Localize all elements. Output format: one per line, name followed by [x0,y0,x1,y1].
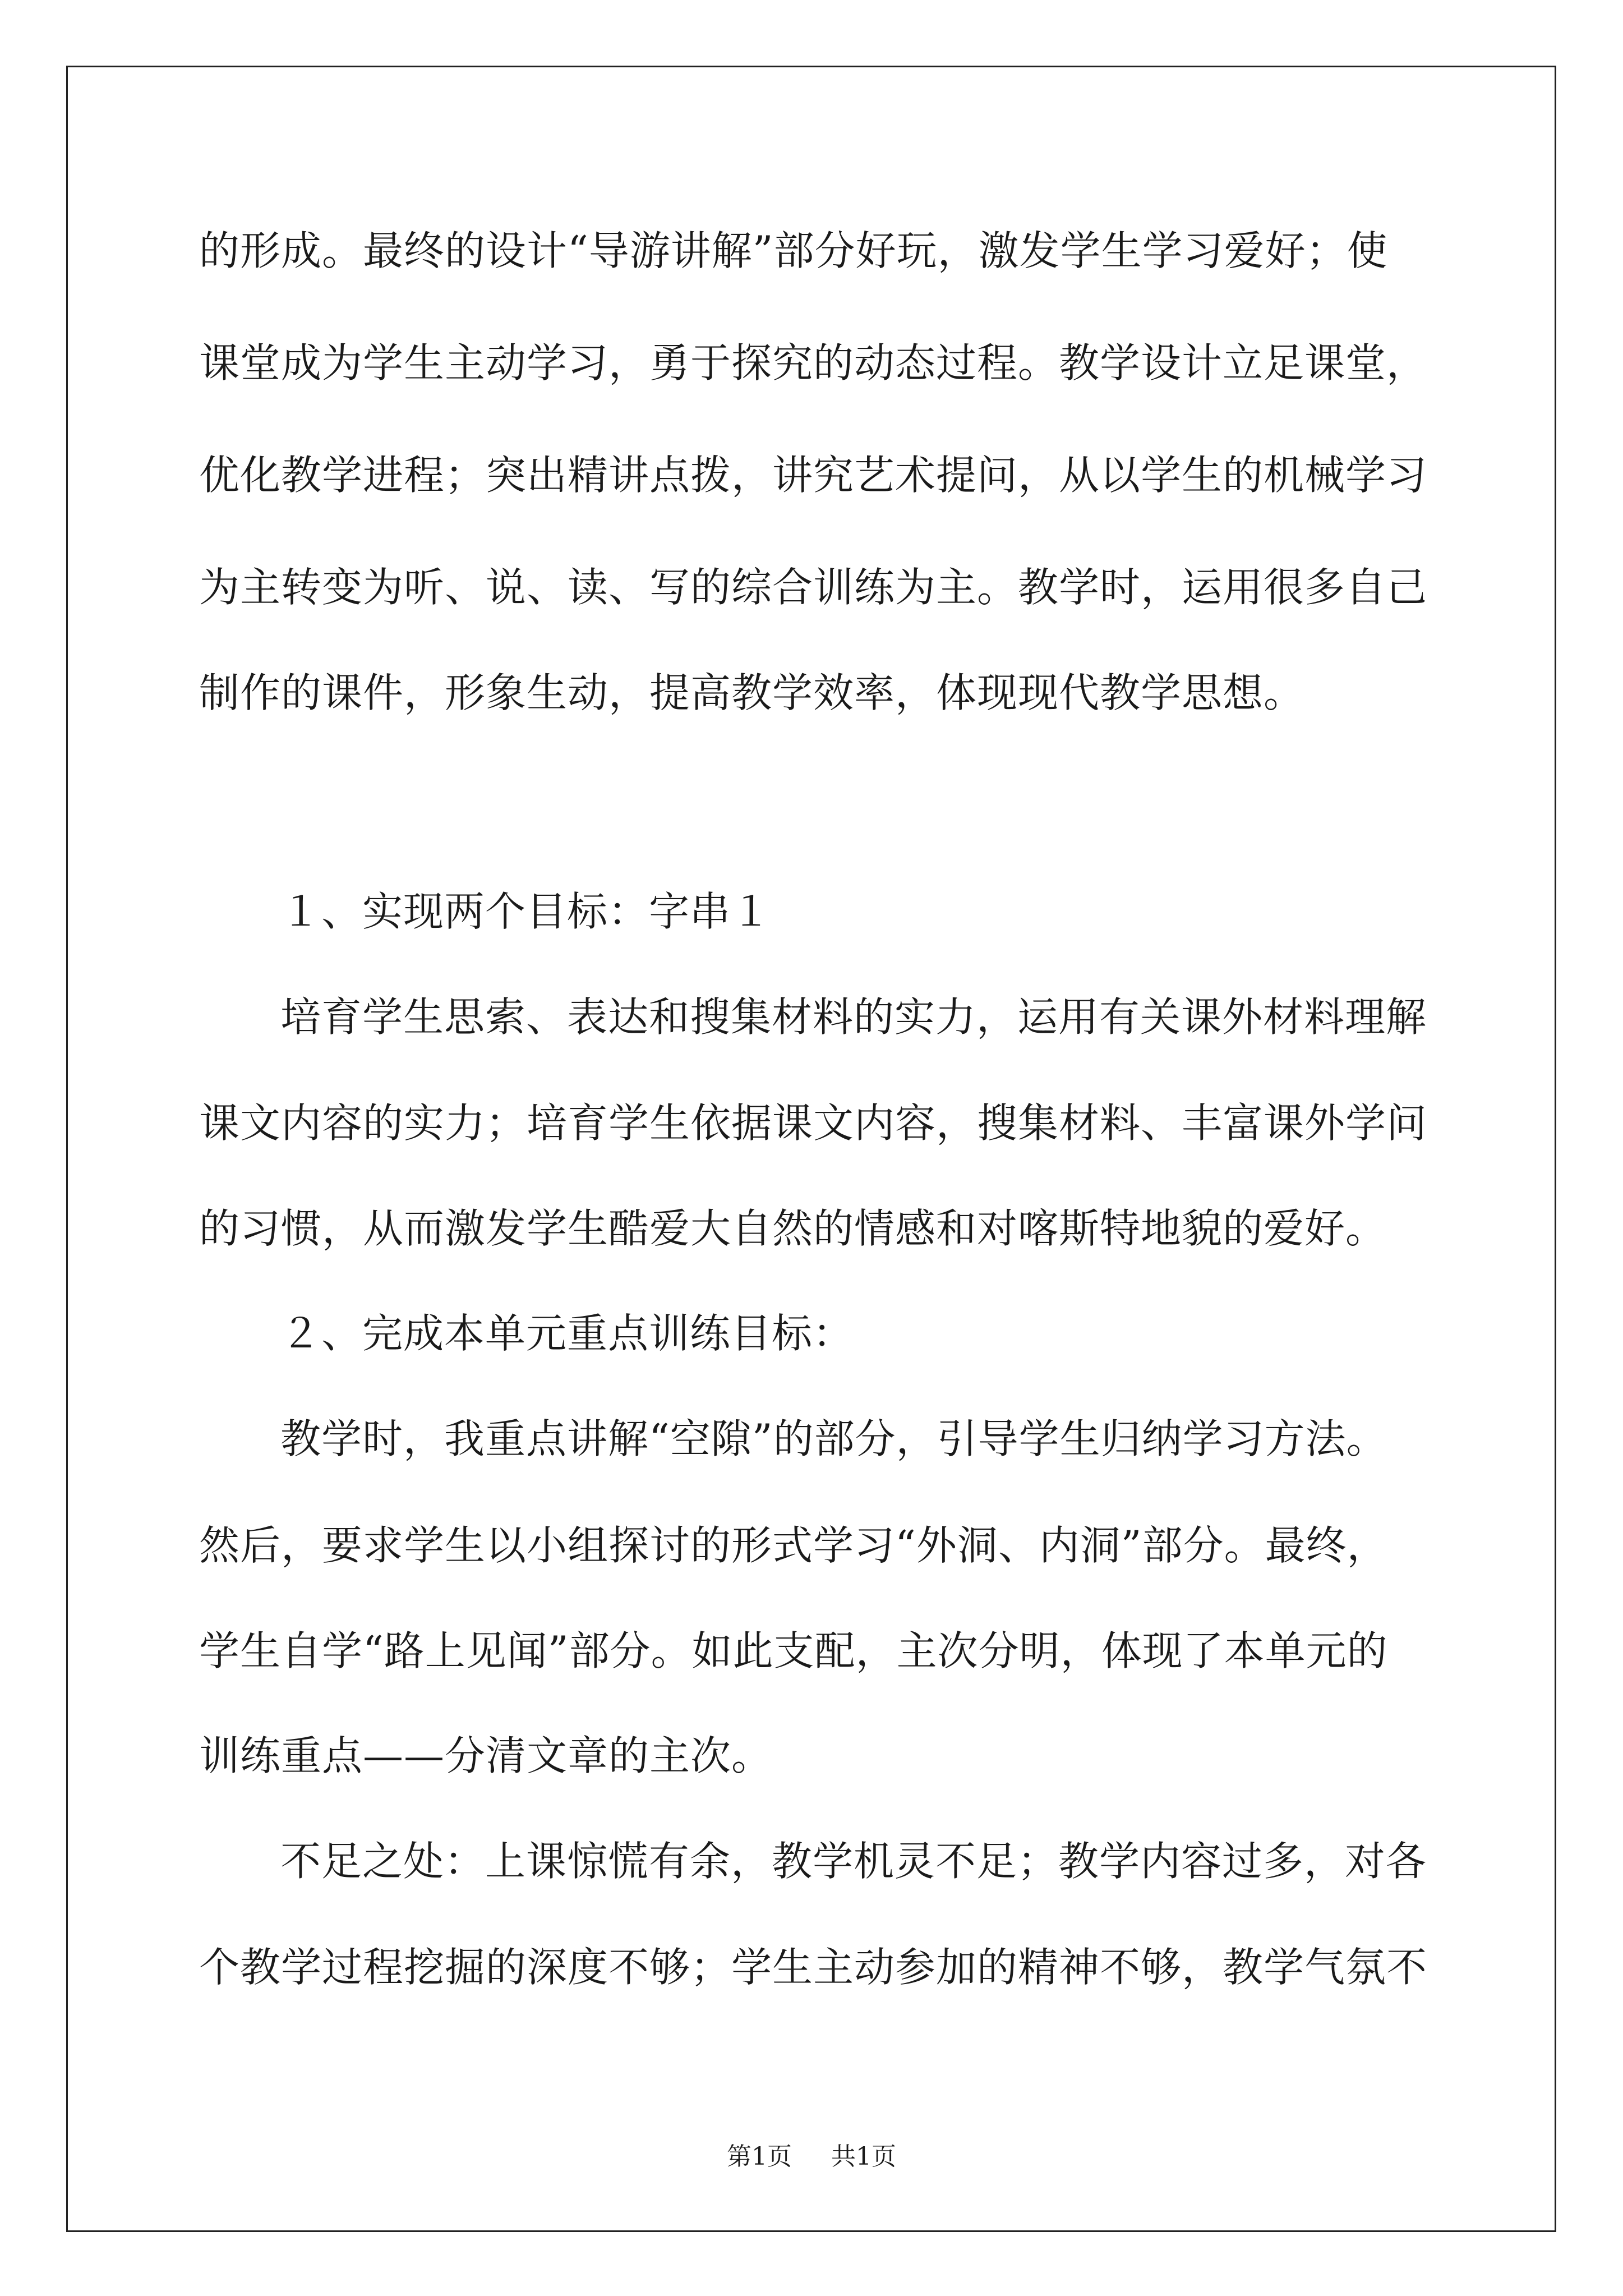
body-line-12: 训练重点——分清文章的主次。 [199,1732,773,1779]
body-line-11: 学生自学“路上见闻”部分。如此支配，主次分明，体现了本单元的 [199,1627,1388,1674]
body-line-2: 课堂成为学生主动学习，勇于探究的动态过程。教学设计立足课堂， [199,339,1428,386]
body-line-9: 教学时，我重点讲解“空隙”的部分，引导学生归纳学习方法。 [280,1415,1387,1462]
body-line-8: 的习惯，从而激发学生酷爱大自然的情感和对喀斯特地貌的爱好。 [199,1205,1387,1252]
section-heading-2: ２、完成本单元重点训练目标： [280,1310,854,1357]
body-line-14: 个教学过程挖掘的深度不够；学生主动参加的精神不够，教学气氛不 [199,1944,1428,1991]
page-footer [0,2140,1623,2174]
body-line-7: 课文内容的实力；培育学生依据课文内容，搜集材料、丰富课外学问 [199,1099,1428,1147]
body-line-1: 的形成。最终的设计“导游讲解”部分好玩，激发学生学习爱好；使 [199,227,1388,274]
body-line-5: 制作的课件，形象生动，提高教学效率，体现现代教学思想。 [199,669,1305,716]
body-line-3: 优化教学进程；突出精讲点拨，讲究艺术提问，从以学生的机械学习 [199,452,1428,499]
body-line-10: 然后，要求学生以小组探讨的形式学习“外洞、内洞”部分。最终， [199,1522,1388,1569]
page-number: 第1页 [727,2142,792,2171]
body-line-13: 不足之处：上课惊慌有余，教学机灵不足；教学内容过多，对各 [280,1838,1427,1885]
page-total: 共1页 [831,2142,896,2171]
body-line-4: 为主转变为听、说、读、写的综合训练为主。教学时，运用很多自己 [199,564,1428,611]
body-line-6: 培育学生思索、表达和搜集材料的实力，运用有关课外材料理解 [280,993,1427,1041]
section-heading-1: １、实现两个目标：字串１ [280,888,772,935]
